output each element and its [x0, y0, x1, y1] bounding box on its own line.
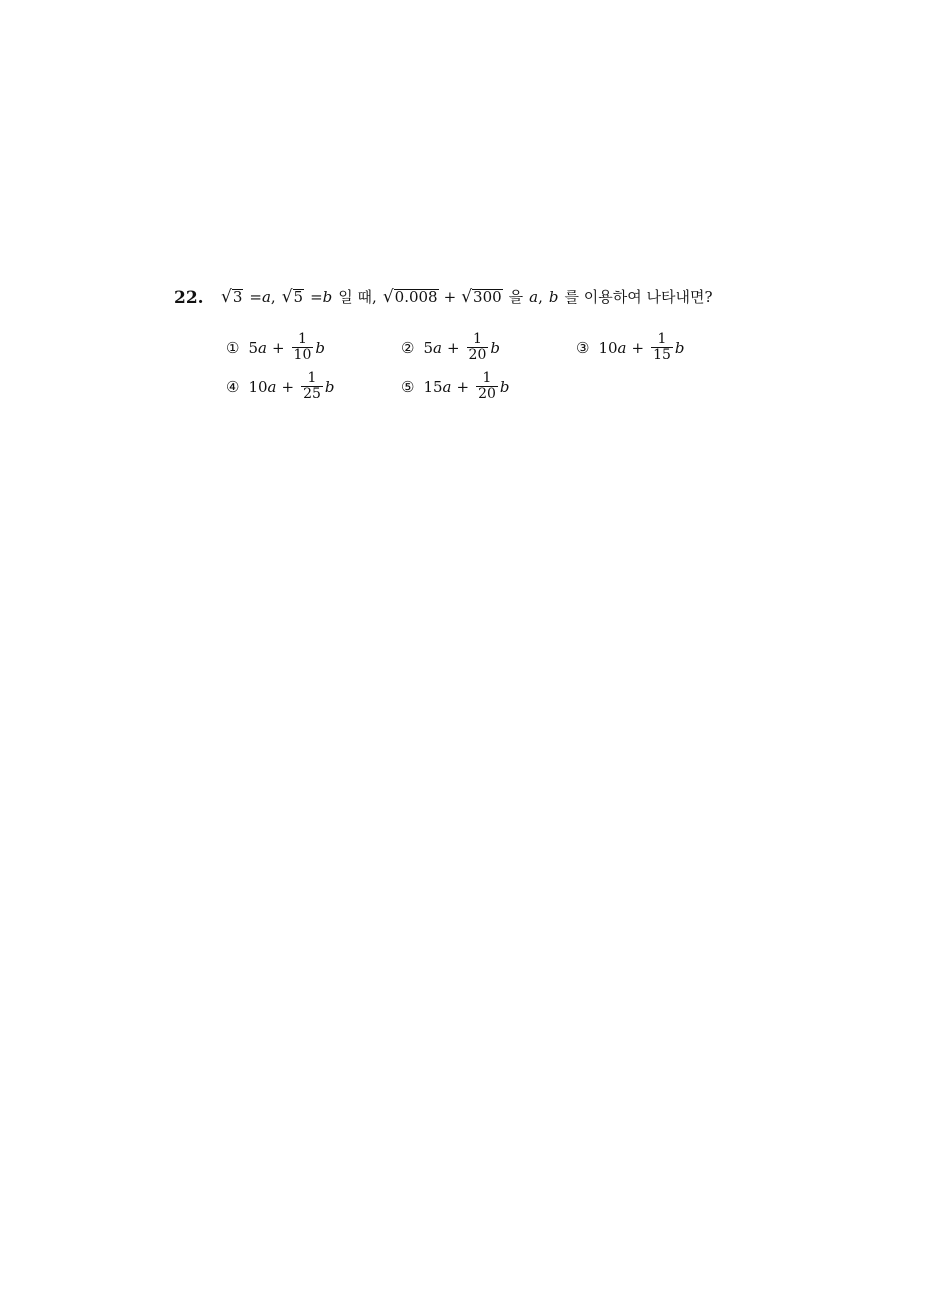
sqrt-3: √ 3 — [221, 287, 243, 307]
sqrt-0008: √ 0.008 — [382, 287, 438, 307]
option-1[interactable]: ① 5 a + $\frac{1}{10}$ b — [226, 331, 325, 364]
radical-sign-icon: √ — [461, 287, 473, 307]
radical-sign-icon: √ — [382, 287, 394, 307]
text-end: 를 이용하여 나타내면? — [564, 288, 713, 306]
fraction: $\frac{1}{10}$ — [293, 331, 312, 364]
option-number-icon: ③ — [576, 338, 590, 357]
question-number: 22. — [174, 288, 204, 308]
fraction: $\frac{1}{15}$ — [653, 331, 671, 364]
option-number-icon: ① — [226, 338, 240, 357]
option-number-icon: ⑤ — [401, 377, 415, 396]
question-stem: √ 3 = a , √ 5 = b 일 때, √ 0.008 + √ 300 을 a , b 를 이용하여 나타내면? — [221, 287, 713, 307]
radical-sign-icon: √ — [281, 287, 293, 307]
option-5[interactable]: ⑤ 15 a + $\frac{1}{20}$ b — [401, 370, 510, 403]
option-2[interactable]: ② 5 a + $\frac{1}{20}$ b — [401, 331, 500, 364]
fraction: $\frac{1}{25}$ — [303, 370, 321, 403]
text-when: 일 때, — [338, 288, 377, 306]
option-number-icon: ④ — [226, 377, 240, 396]
sqrt-5: √ 5 — [281, 287, 304, 307]
sqrt-300: √ 300 — [461, 287, 502, 307]
fraction: $\frac{1}{20}$ — [478, 370, 496, 403]
radical-sign-icon: √ — [221, 287, 232, 307]
option-4[interactable]: ④ 10 a + $\frac{1}{25}$ b — [226, 370, 335, 403]
option-3[interactable]: ③ 10 a + $\frac{1}{15}$ b — [576, 331, 685, 364]
option-number-icon: ② — [401, 338, 415, 357]
fraction: $\frac{1}{20}$ — [468, 331, 487, 364]
